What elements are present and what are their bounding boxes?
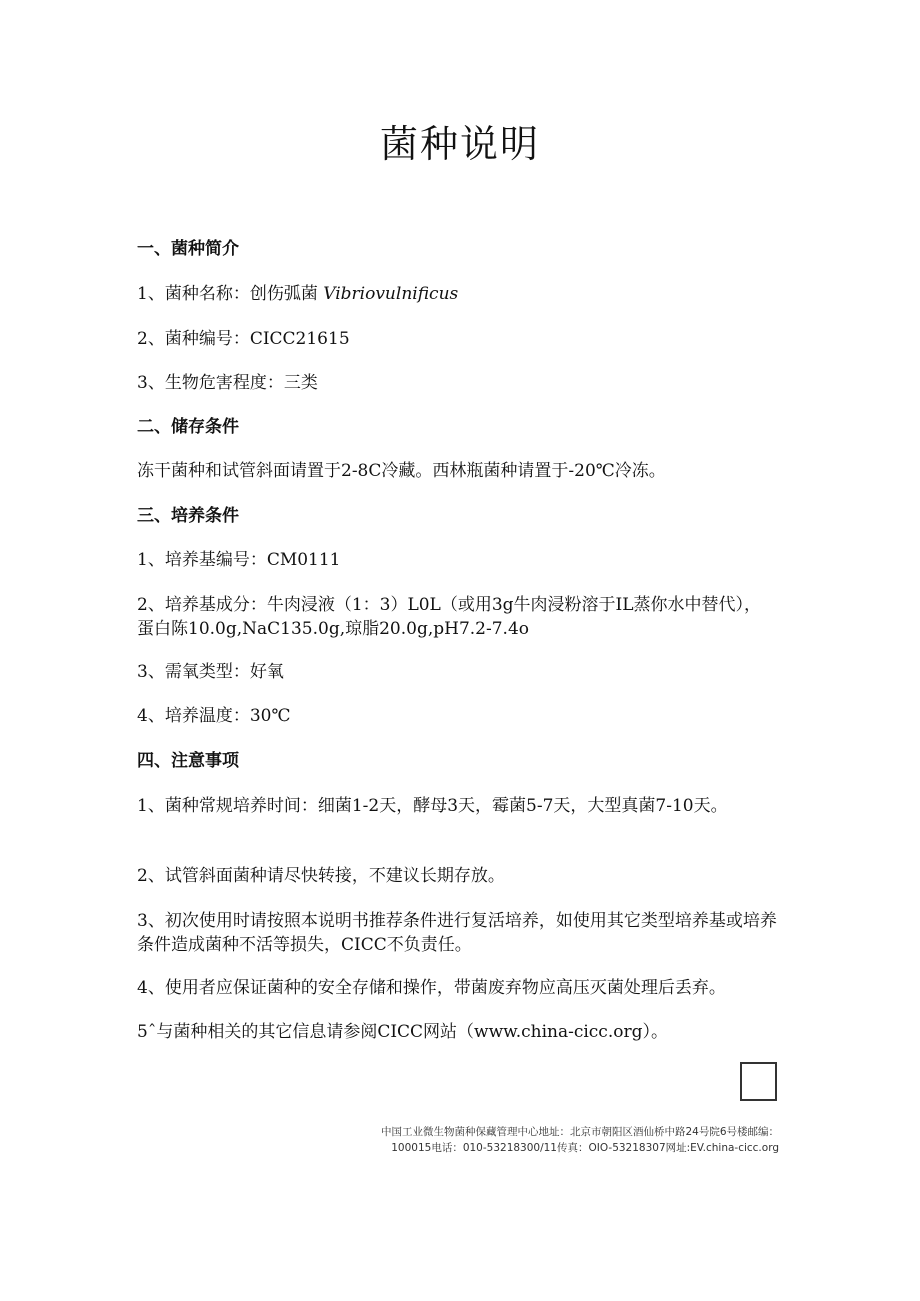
medium-composition: 2、培养基成分：牛肉浸液（1：3）L0L（或用3g牛肉浸粉溶于IL蒸你水中替代），蛋白陈10.0g,NaC135.0g,琼脂20.0g,pH7.2-7.4o <box>137 595 762 639</box>
document-title: 菌种说明 <box>379 122 540 166</box>
section-heading-storage: 二、储存条件 <box>137 417 239 437</box>
section-heading-culture: 三、培养条件 <box>137 506 239 526</box>
strain-latin-name: Vibriovulnificus <box>323 284 459 304</box>
strain-name-label: 1、菌种名称：创伤弧菌 <box>137 284 324 304</box>
note-item-4: 4、使用者应保证菌种的安全存储和操作，带菌废弃物应高压灭菌处理后丢弃。 <box>137 978 726 998</box>
storage-text: 冻干菌种和试管斜面请置于2-8C冷藏。西林瓶菌种请置于-20℃冷冻。 <box>137 461 666 481</box>
strain-name-line <box>137 282 458 306</box>
note-item-3: 3、初次使用时请按照本说明书推荐条件进行复活培养，如使用其它类型培养基或培养条件造成菌种不活等损失，CICC不负责任。 <box>137 911 777 955</box>
strain-number: 2、菌种编号：CICC21615 <box>137 329 350 349</box>
footer-address: 中国工业微生物菌种保藏管理中心地址：北京市朝阳区酒仙桥中路24号院6号楼邮编： <box>380 1126 779 1138</box>
section-heading-notes: 四、注意事项 <box>137 751 239 771</box>
culture-temperature: 4、培养温度：30℃ <box>137 706 291 726</box>
biohazard-level: 3、生物危害程度：三类 <box>137 373 318 393</box>
note-item-2: 2、试管斜面菌种请尽快转接，不建议长期存放。 <box>137 866 505 886</box>
medium-number: 1、培养基编号：CM0111 <box>137 550 341 570</box>
footer-contact: 100015电话：010-53218300/11传真：OIO-53218307网址:EV.china-cicc.org <box>391 1142 779 1154</box>
section-heading-intro: 一、菌种简介 <box>137 239 239 259</box>
stamp-box <box>740 1062 777 1101</box>
note-item-5: 5ˆ与菌种相关的其它信息请参阅CICC网站（www.china-cicc.org）。 <box>137 1022 668 1042</box>
note-item-1: 1、菌种常规培养时间：细菌1-2天，酵母3天，霉菌5-7天，大型真菌7-10天。 <box>137 796 728 816</box>
oxygen-type: 3、需氧类型：好氧 <box>137 662 284 682</box>
